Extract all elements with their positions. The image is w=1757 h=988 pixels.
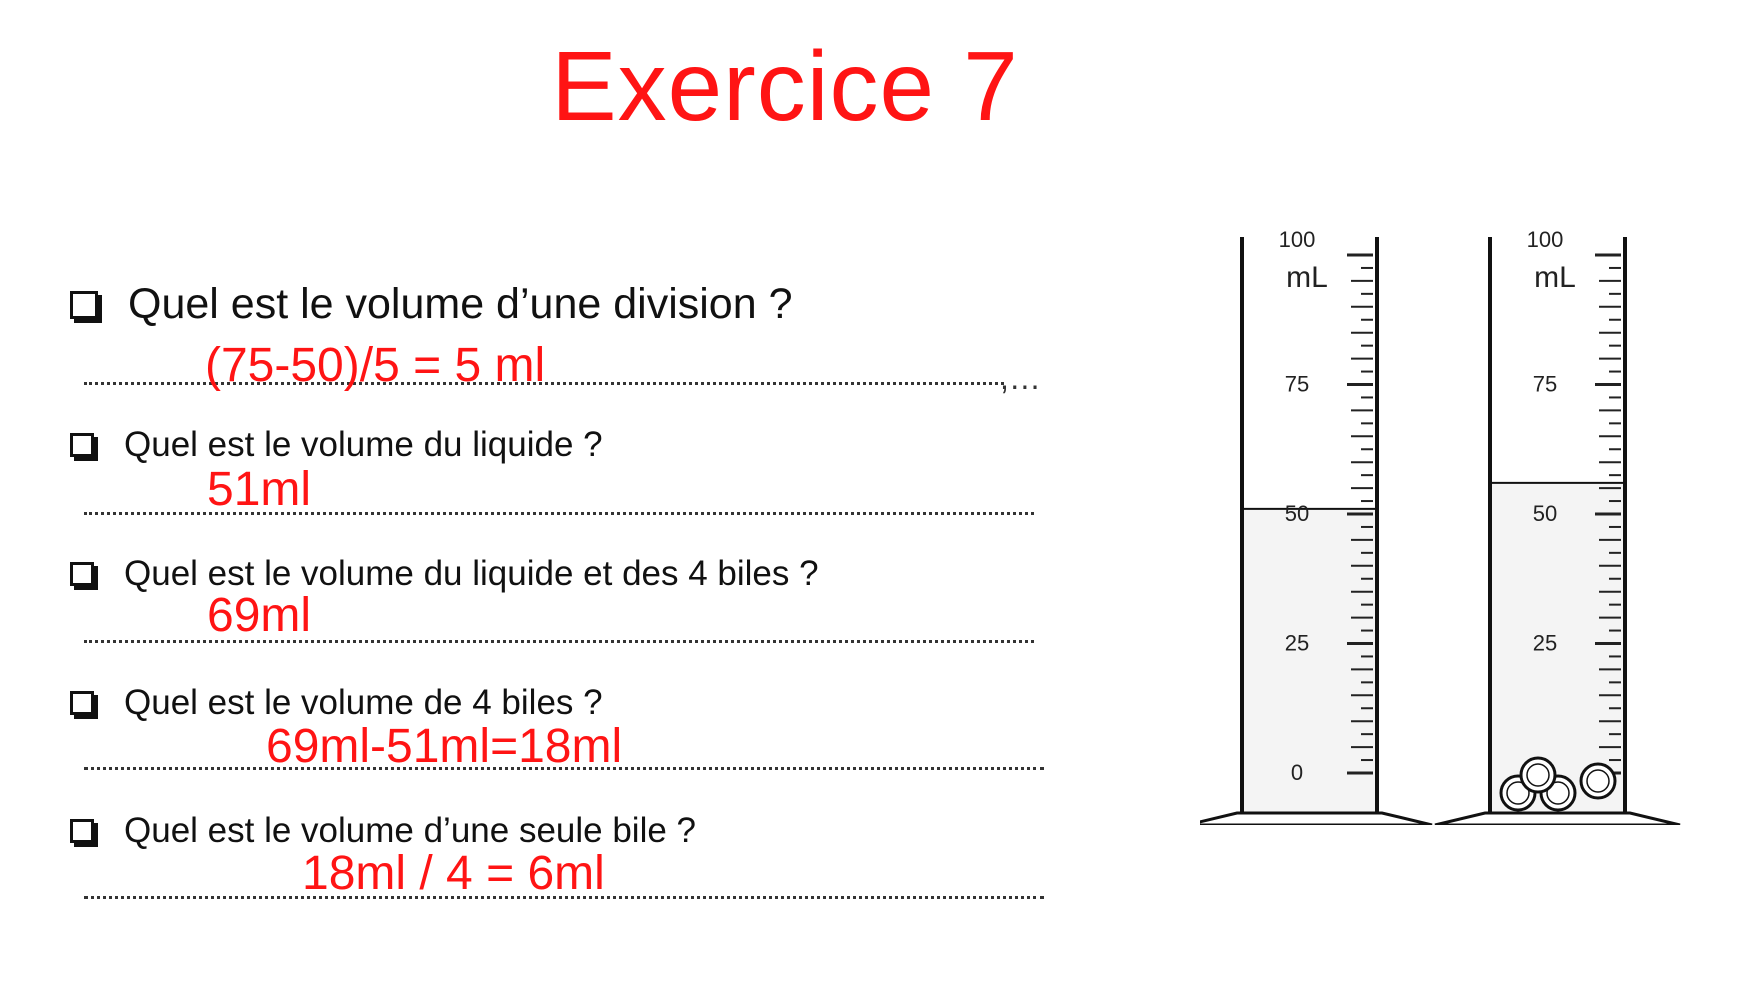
- question-3-text: Quel est le volume du liquide et des 4 biles ?: [124, 554, 819, 593]
- question-5-text: Quel est le volume d’une seule bile ?: [124, 811, 697, 850]
- dots-tail: ,…: [1000, 360, 1041, 396]
- question-5: [70, 811, 696, 851]
- question-1: [70, 280, 792, 329]
- checkbox-icon[interactable]: [70, 819, 94, 843]
- marble: [1521, 758, 1555, 792]
- tick-label: 0: [1290, 760, 1304, 785]
- question-2: [70, 425, 603, 465]
- checkbox-icon[interactable]: [70, 433, 94, 457]
- checkbox-icon[interactable]: [70, 562, 94, 586]
- checkbox-icon[interactable]: [70, 691, 94, 715]
- tick-label: 50: [1532, 501, 1558, 526]
- cylinder-right: [1435, 227, 1680, 825]
- answer-2: 51ml: [207, 463, 312, 516]
- unit-label: mL: [1286, 261, 1328, 294]
- tick-label: 50: [1284, 501, 1310, 526]
- question-4-text: Quel est le volume de 4 biles ?: [124, 683, 603, 722]
- tick-label: 100: [1278, 227, 1316, 252]
- graduated-cylinders-illustration: [1200, 225, 1720, 825]
- answer-3: 69ml: [207, 589, 312, 642]
- answer-1: (75-50)/5 = 5 ml: [205, 339, 546, 392]
- tick-label: 100: [1526, 227, 1564, 252]
- cylinder-base: [1200, 813, 1432, 825]
- tick-label: 75: [1284, 371, 1310, 397]
- question-3: [70, 554, 819, 594]
- question-2-text: Quel est le volume du liquide ?: [124, 425, 603, 464]
- cylinder-base: [1435, 813, 1680, 825]
- answer-4: 69ml-51ml=18ml: [266, 720, 623, 773]
- tick-label: 75: [1532, 371, 1558, 397]
- checkbox-icon[interactable]: [70, 291, 98, 319]
- question-4: [70, 683, 603, 723]
- question-1-text: Quel est le volume d’une division ?: [128, 280, 793, 328]
- marble: [1581, 764, 1615, 798]
- tick-label: 25: [1284, 630, 1310, 656]
- tick-label: 25: [1532, 630, 1558, 656]
- answer-5: 18ml / 4 = 6ml: [302, 847, 605, 900]
- exercise-title: Exercice 7: [551, 31, 1019, 141]
- liquid-fill: [1244, 509, 1375, 813]
- cylinder-left: [1200, 227, 1432, 825]
- unit-label: mL: [1534, 261, 1576, 294]
